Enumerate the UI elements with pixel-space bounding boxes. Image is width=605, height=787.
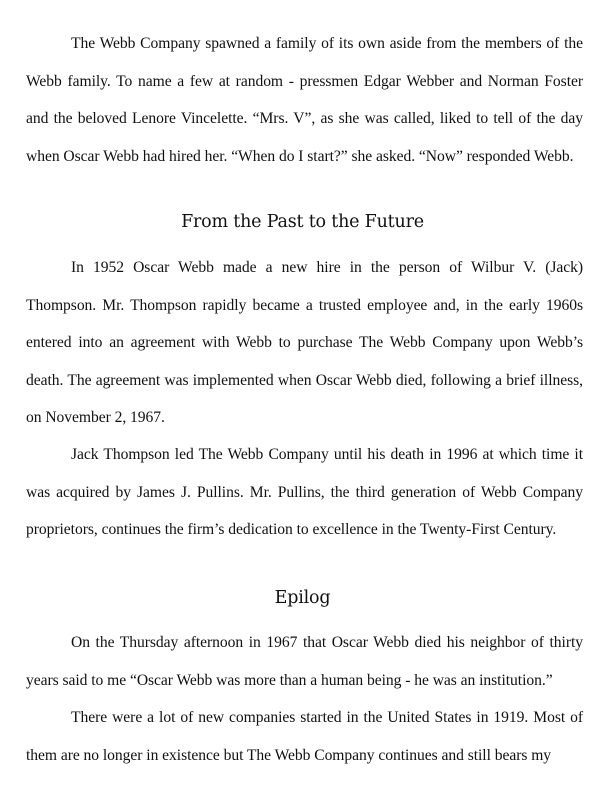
paragraph-neighbor-quote: On the Thursday afternoon in 1967 that Oscar Webb died his neighbor of thirty years said to me “Oscar Webb was more than a human being - he was an institution.” xyxy=(26,634,583,689)
section-heading-epilog: Epilog xyxy=(274,588,331,608)
paragraph-jack-thompson-hire: In 1952 Oscar Webb made a new hire in the person of Wilbur V. (Jack) Thompson. Mr. Thompson rapidly became a trusted employee and, in the early 1960s entered into an agreement with Webb to purchase The Webb Company upon Webb’s death. The agreement was implemented when Oscar Webb died, following a brief illness, on November 2, 1967. xyxy=(26,259,583,427)
paragraph-companies-1919: There were a lot of new companies started in the United States in 1919. Most of them are no longer in existence but The Webb Company continues and still bears my xyxy=(26,709,583,764)
paragraph-webb-family: The Webb Company spawned a family of its own aside from the members of the Webb family. To name a few at random - pressmen Edgar Webber and Norman Foster and the beloved Lenore Vincelette. “Mrs. V”, as she was called, liked to tell of the day when Oscar Webb had hired her. “When do I start?” she asked. “Now” responded Webb. xyxy=(26,35,583,165)
section-heading-past-to-future: From the Past to the Future xyxy=(181,212,424,232)
paragraph-pullins-acquisition: Jack Thompson led The Webb Company until his death in 1996 at which time it was acquired by James J. Pullins. Mr. Pullins, the third generation of Webb Company proprietors, continues the firm’s dedication to excellence in the Twenty-First Century. xyxy=(26,446,583,539)
